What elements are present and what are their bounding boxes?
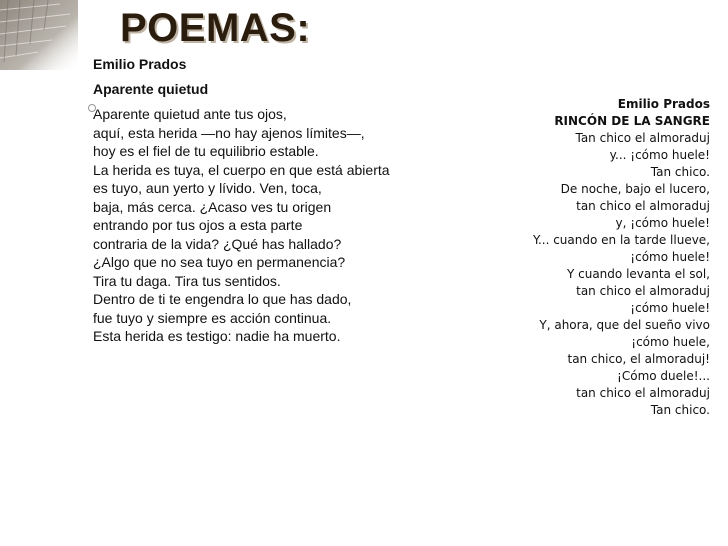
right-poem-author: Emilio Prados (617, 97, 710, 111)
poem-line: Y... cuando en la tarde llueve, (533, 233, 710, 247)
right-poem (533, 96, 710, 419)
poem-line: tan chico, el almoraduj! (567, 352, 710, 366)
poem-line: Esta herida es testigo: nadie ha muerto. (93, 328, 341, 344)
poem-line: ¿Algo que no sea tuyo en permanencia? (93, 254, 346, 270)
poem-line: ¡cómo huele, (631, 335, 710, 349)
poem-line: tan chico el almoraduj (576, 199, 710, 213)
poem-line: aquí, esta herida —no hay ajenos límites—, (93, 124, 365, 141)
stanza (533, 266, 710, 317)
left-poem-body (93, 105, 390, 346)
slide-title: POEMAS: (120, 6, 311, 50)
stanza (533, 130, 710, 181)
poem-line: y... ¡cómo huele! (609, 148, 710, 162)
poem-line: tan chico el almoraduj (576, 386, 710, 400)
poem-line: ¡Cómo duele!... (617, 369, 710, 383)
poem-line: es tuyo, aun yerto y lívido. Ven, toca, (93, 180, 322, 196)
poem-line: ¡cómo huele! (630, 250, 710, 264)
poem-line: contraria de la vida? ¿Qué has hallado? (93, 235, 342, 252)
left-poem-author: Emilio Prados (93, 56, 187, 72)
poem-line: y, ¡cómo huele! (615, 216, 710, 230)
poem-line: Tan chico. (650, 403, 710, 417)
poem-line: De noche, bajo el lucero, (560, 182, 710, 196)
poem-line: hoy es el fiel de tu equilibrio estable. (93, 143, 319, 159)
left-poem-title: Aparente quietud (93, 81, 209, 97)
right-poem-title: RINCÓN DE LA SANGRE (554, 114, 710, 128)
poem-line: fue tuyo y siempre es acción continua. (93, 309, 332, 326)
poem-line: Tira tu daga. Tira tus sentidos. (93, 272, 281, 289)
poem-line: Tan chico. (650, 165, 710, 179)
poem-line: Y cuando levanta el sol, (566, 267, 710, 281)
stanza (533, 232, 710, 266)
stanza (533, 181, 710, 232)
corner-texture-decoration (0, 0, 78, 70)
stanza (533, 317, 710, 419)
poem-line: baja, más cerca. ¿Acaso ves tu origen (93, 198, 332, 215)
poem-line: La herida es tuya, el cuerpo en que está abierta (93, 161, 390, 178)
poem-line: Aparente quietud ante tus ojos, (93, 106, 287, 122)
poem-line: entrando por tus ojos a esta parte (93, 217, 303, 233)
poem-line: ¡cómo huele! (630, 301, 710, 315)
poem-line: Dentro de ti te engendra lo que has dado, (93, 291, 352, 307)
poem-line: Y, ahora, que del sueño vivo (539, 318, 710, 332)
poem-line: Tan chico el almoraduj (575, 131, 710, 145)
poem-line: tan chico el almoraduj (576, 284, 710, 298)
